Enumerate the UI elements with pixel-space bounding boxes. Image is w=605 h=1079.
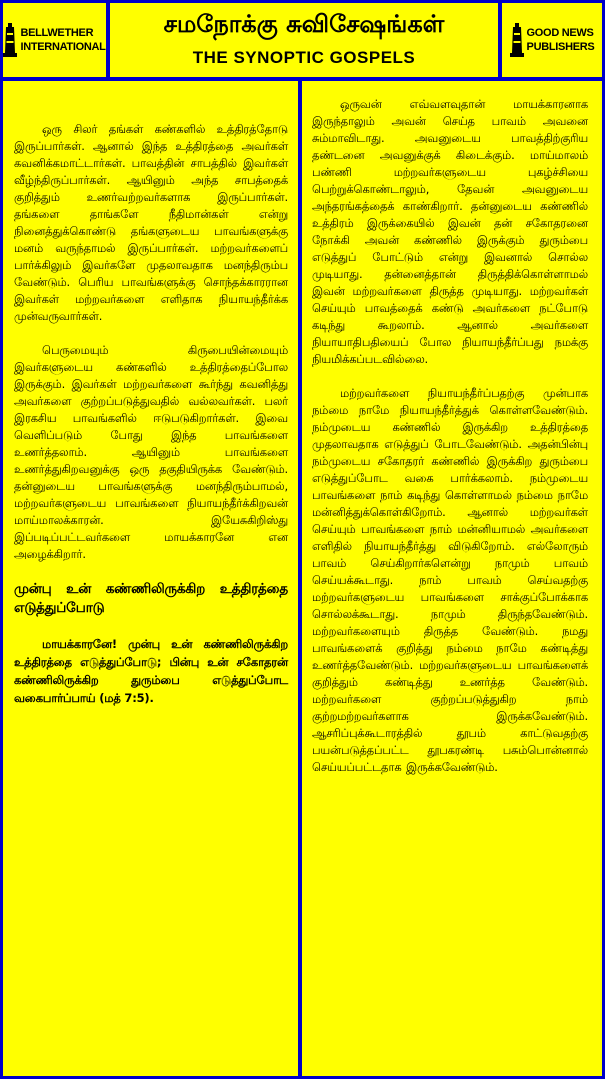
page-header — [0, 0, 605, 80]
page-title-english: THE SYNOPTIC GOSPELS — [192, 48, 416, 67]
lighthouse-icon — [510, 23, 524, 57]
right-paragraph-2: மற்றவர்களை நியாயந்தீர்ப்பதற்கு முன்பாக நம்மை நாமே நியாயந்தீர்த்துக் கொள்ளவேண்டும். நம்முடைய கண்ணில் இருக்கிற உத்திரத்தை முதலாவதாக எடுத்துப் போடவேண்டும். அதன்பின்பு நம்முடைய சகோதரர் கண்ணில் இருக்கிற துரும்பை எடுத்துப்போட வகை பார்க்கலாம். நம்முடைய பாவங்களை நாம் கடிந்து கொள்ளாமல் நம்மை நாமே மன்னித்துக்கொள்கிறோம். ஆனால் மற்றவர்கள் செய்யும் பாவங்களை நாம் மன்னியாமல் அவர்களை எளிதில் நியாயந்தீர்த்து விடுகிறோம். எல்லோரும் பாவம் செய்கிறார்களென்று நாமும் பாவம் செய்யக்கூடாது. நாம் பாவம் செய்வதற்கு மற்றவர்களுடைய பாவங்களை சாக்குப்போக்காக சொல்லக்கூடாது. நாமும் திருந்தவேண்டும். மற்றவர்களையும் திருத்த வேண்டும். நமது பாவங்களைக் குறித்து நம்மை நாமே கண்டித்து உணர்த்தவேண்டும். மற்றவர்களுடைய பாவங்களைக் குறித்தும் கண்டித்து உணர்த்த வேண்டும். மற்றவர்களை குற்றப்படுத்துகிற நாம் குற்றமற்றவர்களாக இருக்கவேண்டும். ஆசரிப்புக்கூடாரத்தில் தூபம் காட்டுவதற்கு பயன்படுத்தப்பட்ட தூபகரண்டி பசும்பொன்னால் செய்யப்பட்டதாக இருக்கவேண்டும். — [312, 386, 588, 774]
left-paragraph-2: பெருமையும் கிருபையின்மையும் இவர்களுடைய கண்களில் உத்திரத்தைப்போல இருக்கும். இவர்கள் மற்றவர்களை கூர்ந்து கவனித்து அவர்களை குற்றப்படுத்துவதில் வல்லவர்கள். பலர் இரகசிய பாவங்களில் ஈடுபடுகிறார்கள். இவை வெளிப்படும் போது இந்த பாவங்களை உணர்த்தலாம். ஆயினும் பாவங்களை உணர்த்துகிறவனுக்கு ஒரு தகுதியிருக்க வேண்டும். தன்னுடைய பாவங்களுக்கு மனந்திரும்பாமல், மற்றவர்களுடைய பாவங்களை நியாயந்தீர்க்கிறவன் மாய்மாலக்காரன். இயேசுகிறிஸ்து இப்படிப்பட்டவர்களை மாயக்காரனே என அழைக்கிறார். — [14, 343, 288, 561]
title-banner — [110, 3, 498, 77]
good-news-logo — [502, 3, 602, 77]
lighthouse-icon — [3, 23, 17, 57]
left-logo-line2: INTERNATIONAL — [20, 41, 106, 53]
left-column — [3, 81, 298, 1076]
left-paragraph-1: ஒரு சிலர் தங்கள் கண்களில் உத்திரத்தோடு இருப்பார்கள். ஆனால் இந்த உத்திரத்தை அவர்கள் கவனிக்கமாட்டார்கள். பாவத்தின் சாபத்தில் இவர்கள் வீழ்ந்திருப்பார்கள். ஆயினும் அந்த சாபத்தைக் குறித்தும் உணர்வற்றவர்களாக இருப்பார்கள். தங்களை தாங்களே நீதிமான்கள் என்று நினைத்துக்கொண்டு தங்களுடைய பாவங்களுக்கு மனம் வருந்தாமல் இருப்பார்கள். மற்றவர்களைப் பார்க்கிலும் இவர்களே முதலாவதாக மனந்திரும்ப வேண்டும். பெரிய பாவங்களுக்கு சொந்தக்காரரான இவர்கள் மற்றவர்களை எளிதாக நியாயந்தீர்க்க முன்வருவார்கள். — [14, 122, 288, 323]
right-logo-line1: GOOD NEWS — [526, 27, 594, 39]
section-heading: முன்பு உன் கண்ணிலிருக்கிற உத்திரத்தை எடுத்துப்போடு — [14, 581, 288, 616]
bellwether-logo — [3, 3, 106, 77]
scripture-quote: மாயக்காரனே! முன்பு உன் கண்ணிலிருக்கிற உத்திரத்தை எடுத்துப்போடு; பின்பு உன் சகோதரன் கண்ணிலிருக்கிற துரும்பை எடுத்துப்போட வகைபார்ப்பாய் (மத் 7:5). — [14, 637, 288, 705]
right-paragraph-1: ஒருவன் எவ்வளவுதான் மாயக்காரனாக இருந்தாலும் அவன் செய்த பாவம் அவனை சும்மாவிடாது. அவனுடைய பாவத்திற்குரிய தண்டனை அவனுக்குக் கிடைக்கும். மாய்மாலம் பண்ணி மற்றவர்களுடைய புகழ்ச்சியை பெற்றுக்கொண்டாலும், தேவன் அவனுடைய அந்தரங்கத்தைக் காண்கிறார். தன்னுடைய கண்ணில் உத்திரம் இருக்கையில் இவன் தன் சகோதரனை நோக்கி அவன் கண்ணில் இருக்கும் துரும்பை எடுத்துப் போட்டும் என்று இவனால் சொல்ல முடியாது. தன்னைத்தான் திருத்திக்கொள்ளாமல் இவன் மற்றவர்களை திருத்த முடியாது. மற்றவர்கள் செய்யும் பாவத்தைக் கண்டு அவர்களை நட்போடு கடிந்து கூறலாம். ஆனால் அவர்களை நியாயாதிபதியைப் போல நியாயந்தீர்ப்பது நமக்கு நியமிக்கப்படவில்லை. — [312, 97, 588, 366]
right-logo-line2: PUBLISHERS — [526, 41, 595, 53]
right-column — [302, 81, 602, 1076]
page-title-tamil: சமநோக்கு சுவிசேஷங்கள் — [163, 10, 445, 38]
left-logo-line1: BELLWETHER — [20, 27, 94, 39]
